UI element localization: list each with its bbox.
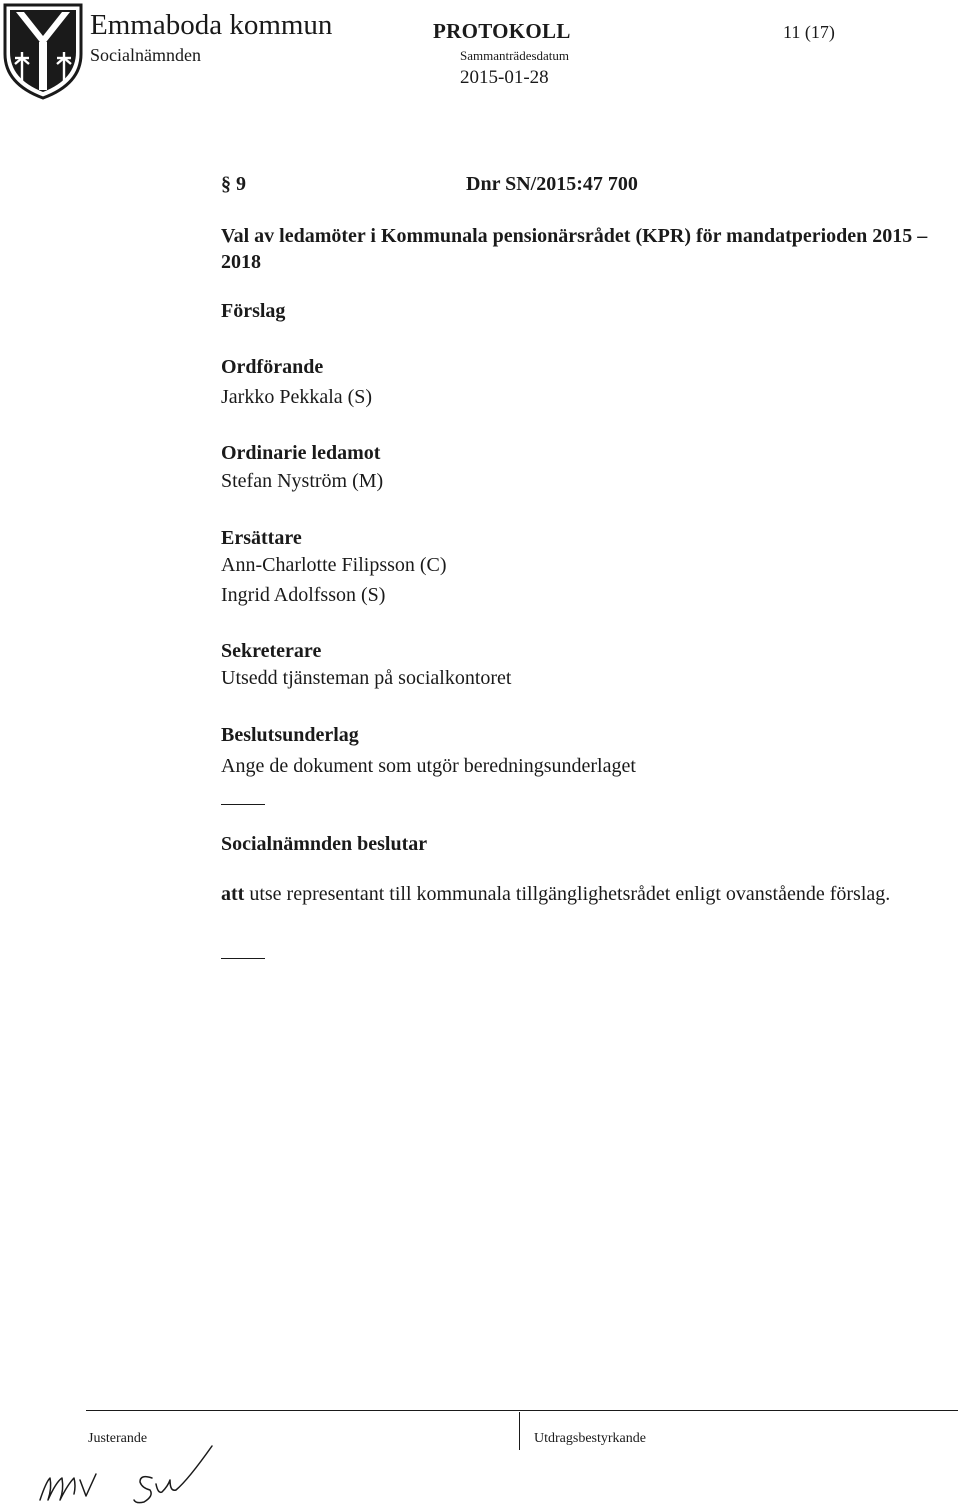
page-number: 11 (17): [783, 22, 835, 42]
footer-adjusting-label: Justerande: [88, 1431, 148, 1446]
footer-rule: [86, 1410, 958, 1411]
decision-heading: Socialnämnden beslutar: [221, 833, 428, 855]
case-number: Dnr SN/2015:47 700: [466, 173, 638, 195]
basis-heading: Beslutsunderlag: [221, 724, 359, 746]
footer-extract-label: Utdragsbestyrkande: [534, 1431, 646, 1446]
committee-name: Socialnämnden: [90, 45, 201, 65]
decision-keyword: att: [221, 883, 245, 905]
proposal-heading: Förslag: [221, 300, 286, 322]
role-name-secretary: Utsedd tjänsteman på socialkontoret: [221, 667, 512, 689]
section-title: Val av ledamöter i Kommunala pensionärsrådet (KPR) för mandatperioden 2015 – 2018: [221, 225, 928, 273]
basis-text: Ange de dokument som utgör beredningsunderlaget: [221, 755, 636, 777]
organization-name: Emmaboda kommun: [90, 9, 333, 41]
role-heading-secretary: Sekreterare: [221, 640, 322, 662]
meeting-date: 2015-01-28: [460, 67, 549, 88]
decision-text: [221, 881, 941, 907]
role-name-member: Stefan Nyström (M): [221, 470, 384, 492]
separator-dash: [221, 958, 265, 959]
meeting-date-label: Sammanträdesdatum: [460, 48, 570, 63]
role-heading-member: Ordinarie ledamot: [221, 442, 381, 464]
document-type: PROTOKOLL: [433, 19, 571, 43]
handwritten-signature-icon: [36, 1440, 236, 1505]
role-heading-chair: Ordförande: [221, 356, 324, 378]
section-number: § 9: [221, 173, 246, 195]
footer-divider: [519, 1412, 520, 1450]
role-name-deputy-2: Ingrid Adolfsson (S): [221, 584, 386, 606]
decision-body: utse representant till kommunala tillgänglighetsrådet enligt ovanstående förslag.: [244, 883, 891, 905]
role-name-deputy-1: Ann-Charlotte Filipsson (C): [221, 554, 447, 576]
role-heading-deputies: Ersättare: [221, 527, 302, 549]
role-name-chair: Jarkko Pekkala (S): [221, 386, 373, 408]
separator-dash: [221, 804, 265, 805]
coat-of-arms-icon: [2, 2, 84, 100]
